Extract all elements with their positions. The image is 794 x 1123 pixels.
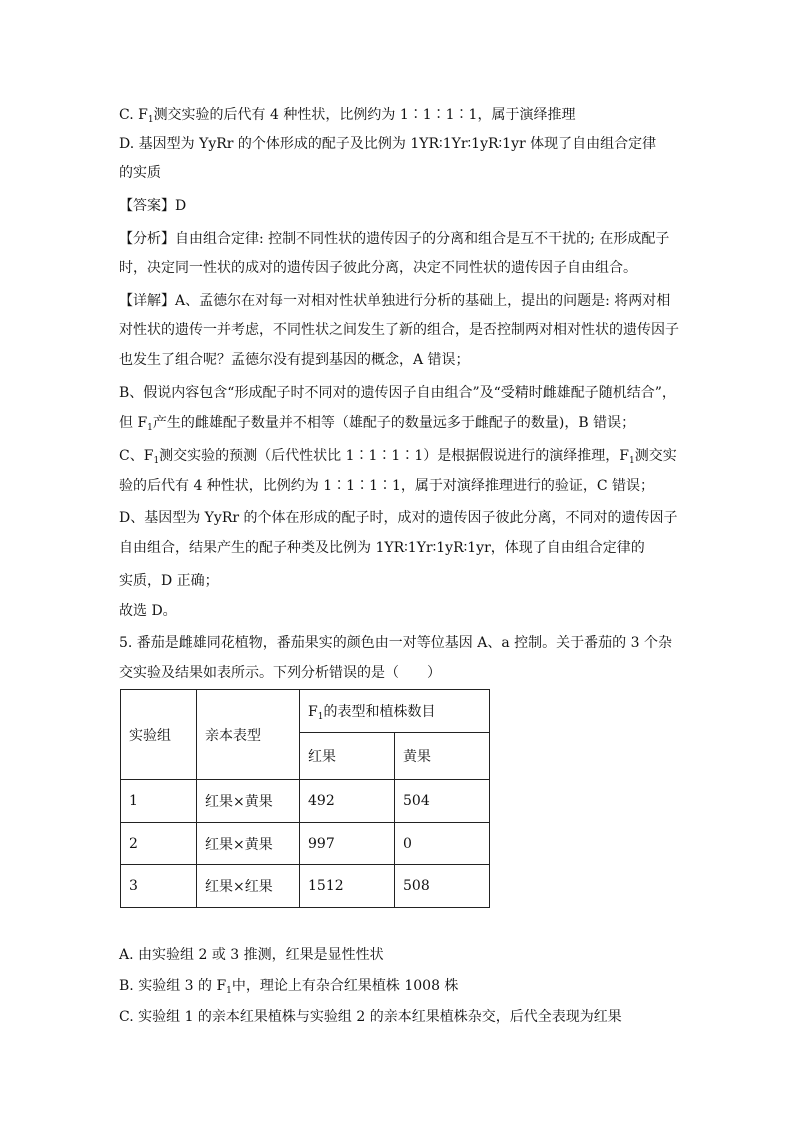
detail-c-line-1: C、$F_1$测交实验的预测（后代性状比 1∶1∶1∶1）是根据假说进行的演绎推理，$F_1$测交实 <box>119 448 677 466</box>
yellow-count-cell: 508 <box>395 865 490 908</box>
option-a-line: A. 由实验组 2 或 3 推测，红果是显性性状 <box>119 947 384 963</box>
choose-line: 故选 D。 <box>119 603 177 619</box>
header-group-cell: 实验组 <box>121 690 197 780</box>
table-row <box>121 823 490 865</box>
group-cell: 2 <box>121 823 197 865</box>
group-cell: 1 <box>121 780 197 823</box>
table-row <box>121 780 490 823</box>
analysis-line-1: 【分析】自由组合定律: 控制不同性状的遗传因子的分离和组合是互不干扰的; 在形成配子 <box>119 231 670 247</box>
header-red-cell: 红果 <box>300 733 395 780</box>
experiment-table <box>120 689 490 908</box>
yellow-count-cell: 504 <box>395 780 490 823</box>
red-count-cell: 997 <box>300 823 395 865</box>
answer-line: 【答案】D <box>119 198 187 214</box>
parent-cell: 红果×黄果 <box>197 823 300 865</box>
yellow-count-cell: 0 <box>395 823 490 865</box>
table-row <box>121 865 490 908</box>
question-5-line-1: 5. 番茄是雌雄同花植物，番茄果实的颜色由一对等位基因 A、a 控制。关于番茄的 3 个杂 <box>119 635 672 651</box>
red-count-cell: 492 <box>300 780 395 823</box>
detail-line-2: 对性状的遗传一并考虑，不同性状之间发生了新的组合，是否控制两对相对性状的遗传因子 <box>119 322 679 338</box>
header-f1-cell: $F_1$的表型和植株数目 <box>300 690 490 733</box>
header-parent-cell: 亲本表型 <box>197 690 300 780</box>
detail-d-line-1: D、基因型为 YyRr 的个体在形成的配子时，成对的遗传因子彼此分离，不同对的遗传因子 <box>119 510 678 526</box>
parent-cell: 红果×黄果 <box>197 780 300 823</box>
question-5-line-2: 交实验及结果如表所示。下列分析错误的是（ ） <box>119 665 441 681</box>
detail-c-line-2: 验的后代有 4 种性状，比例约为 1∶1∶1∶1，属于对演绎推理进行的验证，C 错误； <box>119 478 655 494</box>
option-d-line-2: 的实质 <box>119 165 161 181</box>
detail-b-line-1: B、假说内容包含“形成配子时不同对的遗传因子自由组合”及“受精时雌雄配子随机结合”， <box>119 385 676 401</box>
option-c-line-q5: C. 实验组 1 的亲本红果植株与实验组 2 的亲本红果植株杂交，后代全表现为红果 <box>119 1009 622 1025</box>
parent-cell: 红果×红果 <box>197 865 300 908</box>
option-b-line: B. 实验组 3 的 $F_1$中，理论上有杂合红果植株 1008 株 <box>119 978 459 996</box>
detail-d-line-3: 实质，D 正确； <box>119 573 219 589</box>
analysis-line-2: 时，决定同一性状的成对的遗传因子彼此分离，决定不同性状的遗传因子自由组合。 <box>119 260 637 276</box>
detail-line-3: 也发生了组合呢？孟德尔没有提到基因的概念，A 错误； <box>119 352 470 368</box>
option-c-line: C. $F_1$测交实验的后代有 4 种性状，比例约为 1∶1∶1∶1，属于演绎推理 <box>119 107 576 125</box>
detail-d-line-2: 自由组合，结果产生的配子种类及比例为 1YR∶1Yr∶1yR∶1yr，体现了自由组合定律的 <box>119 540 645 556</box>
group-cell: 3 <box>121 865 197 908</box>
detail-b-line-2: 但 $F_1$产生的雌雄配子数量并不相等（雄配子的数量远多于雌配子的数量)，B 错误； <box>119 415 636 433</box>
header-yellow-cell: 黄果 <box>395 733 490 780</box>
option-d-line-1: D. 基因型为 YyRr 的个体形成的配子及比例为 1YR∶1Yr∶1yR∶1yr 体现了自由组合定律 <box>119 136 657 152</box>
red-count-cell: 1512 <box>300 865 395 908</box>
detail-line-1: 【详解】A、孟德尔在对每一对相对性状单独进行分析的基础上，提出的问题是: 将两对相 <box>119 293 671 309</box>
